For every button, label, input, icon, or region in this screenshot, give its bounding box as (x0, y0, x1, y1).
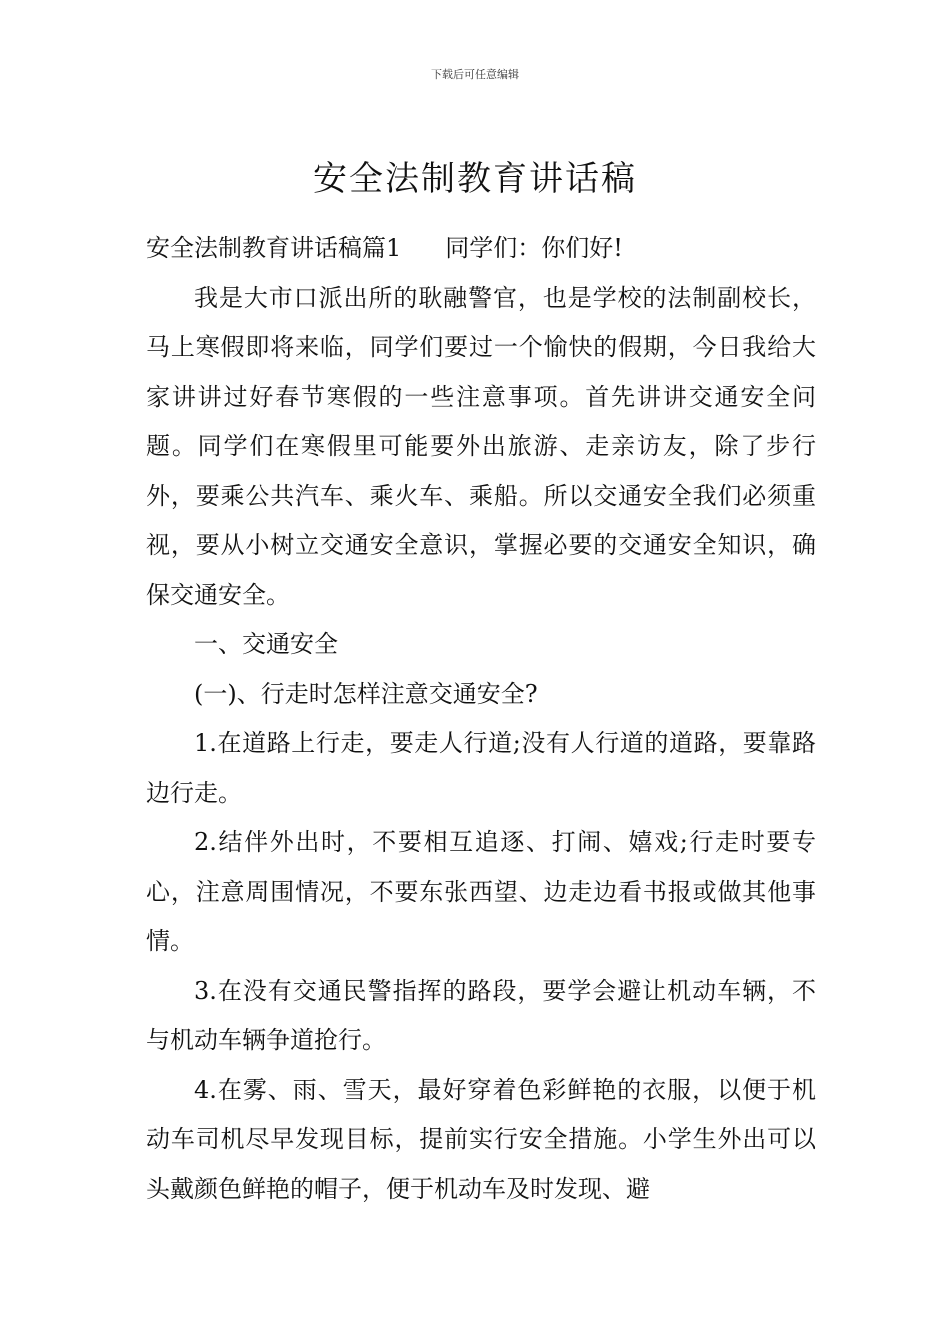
header-note: 下载后可任意编辑 (431, 68, 519, 81)
paragraph-opening: 我是大市口派出所的耿融警官，也是学校的法制副校长，马上寒假即将来临，同学们要过一个愉快的假期，今日我给大家讲讲过好春节寒假的一些注意事项。首先讲讲交通安全问题。同学们在寒假里可能要外出旅游、走亲访友，除了步行外，要乘公共汽车、乘火车、乘船。所以交通安全我们必须重视，要从小树立交通安全意识，掌握必要的交通安全知识，确保交通安全。 (146, 283, 816, 609)
intro-line (146, 224, 816, 274)
subsection-heading: (一)、行走时怎样注意交通安全? (194, 679, 538, 708)
document-body (146, 224, 816, 1214)
document-title: 安全法制教育讲话稿 (313, 158, 637, 199)
list-item: 1.在道路上行走，要走人行道;没有人行道的道路，要靠路边行走。 (146, 729, 816, 807)
section-heading: 一、交通安全 (194, 630, 338, 658)
article-heading: 安全法制教育讲话稿篇1 (146, 234, 402, 262)
list-item: 4.在雾、雨、雪天，最好穿着色彩鲜艳的衣服，以便于机动车司机尽早发现目标，提前实行安全措施。小学生外出可以头戴颜色鲜艳的帽子，便于机动车及时发现、避 (146, 1075, 816, 1203)
list-item: 3.在没有交通民警指挥的路段，要学会避让机动车辆，不与机动车辆争道抢行。 (146, 976, 816, 1054)
greeting: 同学们：你们好! (445, 234, 623, 262)
list-item: 2.结伴外出时，不要相互追逐、打闹、嬉戏;行走时要专心，注意周围情况，不要东张西望、边走边看书报或做其他事情。 (146, 828, 816, 955)
